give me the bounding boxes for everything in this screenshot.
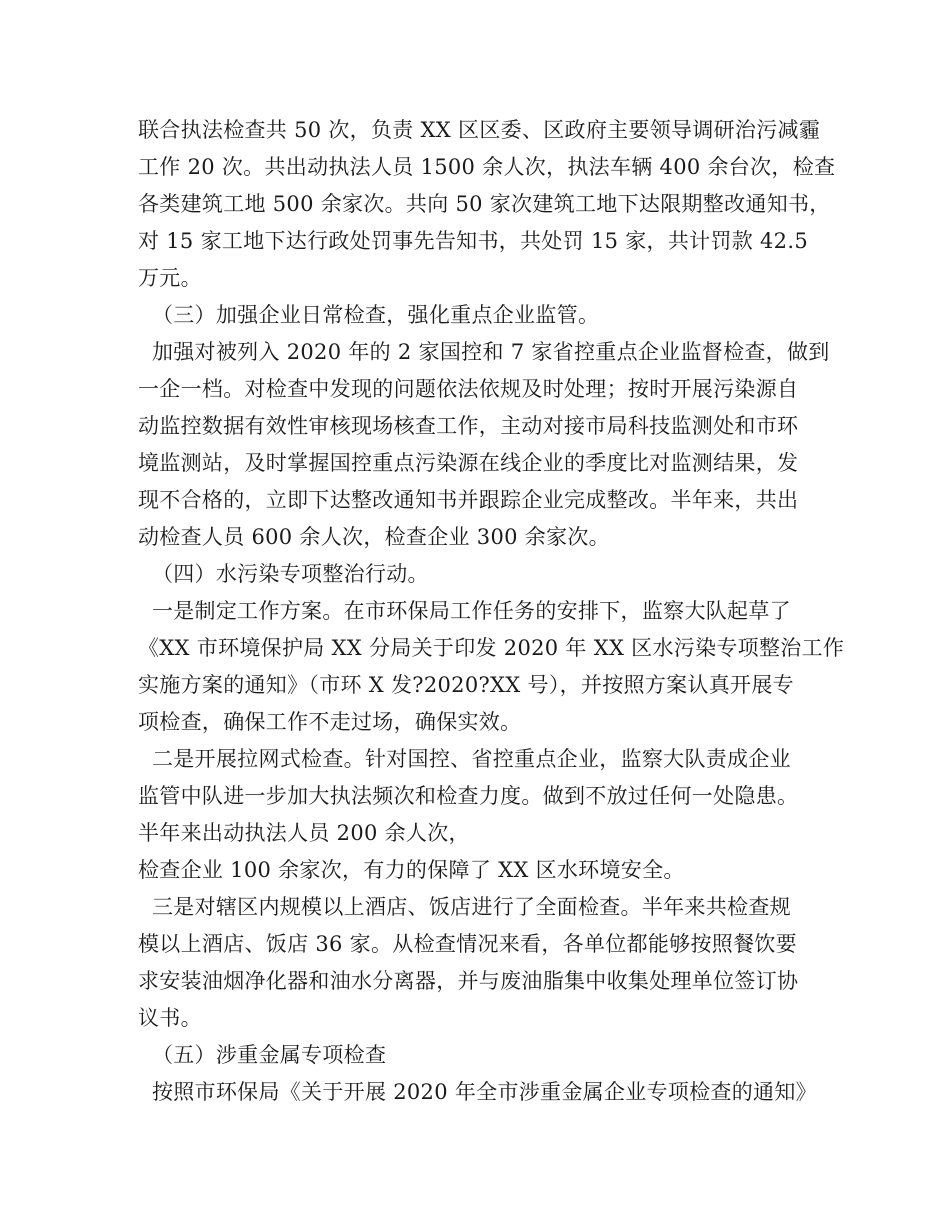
text-line: 加强对被列入 2020 年的 2 家国控和 7 家省控重点企业监督检查，做到 bbox=[138, 340, 830, 364]
text-line: 监管中队进一步加大执法频次和检查力度。做到不放过任何一处隐患。 bbox=[138, 784, 799, 808]
text-line: 二是开展拉网式检查。针对国控、省控重点企业，监察大队责成企业 bbox=[138, 747, 791, 771]
section-heading-4: （四）水污染专项整治行动。 bbox=[138, 562, 429, 586]
text-line: 项检查，确保工作不走过场，确保实效。 bbox=[138, 710, 522, 734]
text-line: 议书。 bbox=[138, 1006, 202, 1030]
text-line: 三是对辖区内规模以上酒店、饭店进行了全面检查。半年来共检查规 bbox=[138, 895, 791, 919]
text-line: 对 15 家工地下达行政处罚事先告知书，共处罚 15 家，共计罚款 42.5 bbox=[138, 229, 808, 253]
text-line: 各类建筑工地 500 余家次。共向 50 家次建筑工地下达限期整改通知书， bbox=[138, 192, 831, 216]
text-line: 半年来出动执法人员 200 余人次， bbox=[138, 821, 470, 845]
text-line: 检查企业 100 余家次，有力的保障了 XX 区水环境安全。 bbox=[138, 858, 685, 882]
section-heading-5: （五）涉重金属专项检查 bbox=[138, 1043, 387, 1067]
text-line: 实施方案的通知》（市环 X 发?2020?XX 号），并按照方案认真开展专 bbox=[138, 673, 794, 697]
text-line: 《XX 市环境保护局 XX 分局关于印发 2020 年 XX 区水污染专项整治工作 bbox=[138, 636, 845, 660]
text-line: 模以上酒店、饭店 36 家。从检查情况来看，各单位都能够按照餐饮要 bbox=[138, 932, 797, 956]
text-line: 境监测站，及时掌握国控重点污染源在线企业的季度比对监测结果，发 bbox=[138, 451, 799, 475]
text-line: 一是制定工作方案。在市环保局工作任务的安排下，监察大队起草了 bbox=[138, 599, 791, 623]
section-heading-3: （三）加强企业日常检查，强化重点企业监管。 bbox=[138, 303, 600, 327]
text-line: 求安装油烟净化器和油水分离器，并与废油脂集中收集处理单位签订协 bbox=[138, 969, 799, 993]
text-line: 按照市环保局《关于开展 2020 年全市涉重金属企业专项检查的通知》 bbox=[138, 1080, 817, 1104]
text-line: 动检查人员 600 余人次，检查企业 300 余家次。 bbox=[138, 525, 610, 549]
text-line: 万元。 bbox=[138, 266, 202, 290]
text-line: 联合执法检查共 50 次，负责 XX 区区委、区政府主要领导调研治污减霾 bbox=[138, 118, 821, 142]
text-line: 工作 20 次。共出动执法人员 1500 余人次，执法车辆 400 余台次，检查 bbox=[138, 155, 836, 179]
text-line: 一企一档。对检查中发现的问题依法依规及时处理；按时开展污染源自 bbox=[138, 377, 799, 401]
text-line: 动监控数据有效性审核现场核查工作，主动对接市局科技监测处和市环 bbox=[138, 414, 799, 438]
text-line: 现不合格的，立即下达整改通知书并跟踪企业完成整改。半年来，共出 bbox=[138, 488, 799, 512]
